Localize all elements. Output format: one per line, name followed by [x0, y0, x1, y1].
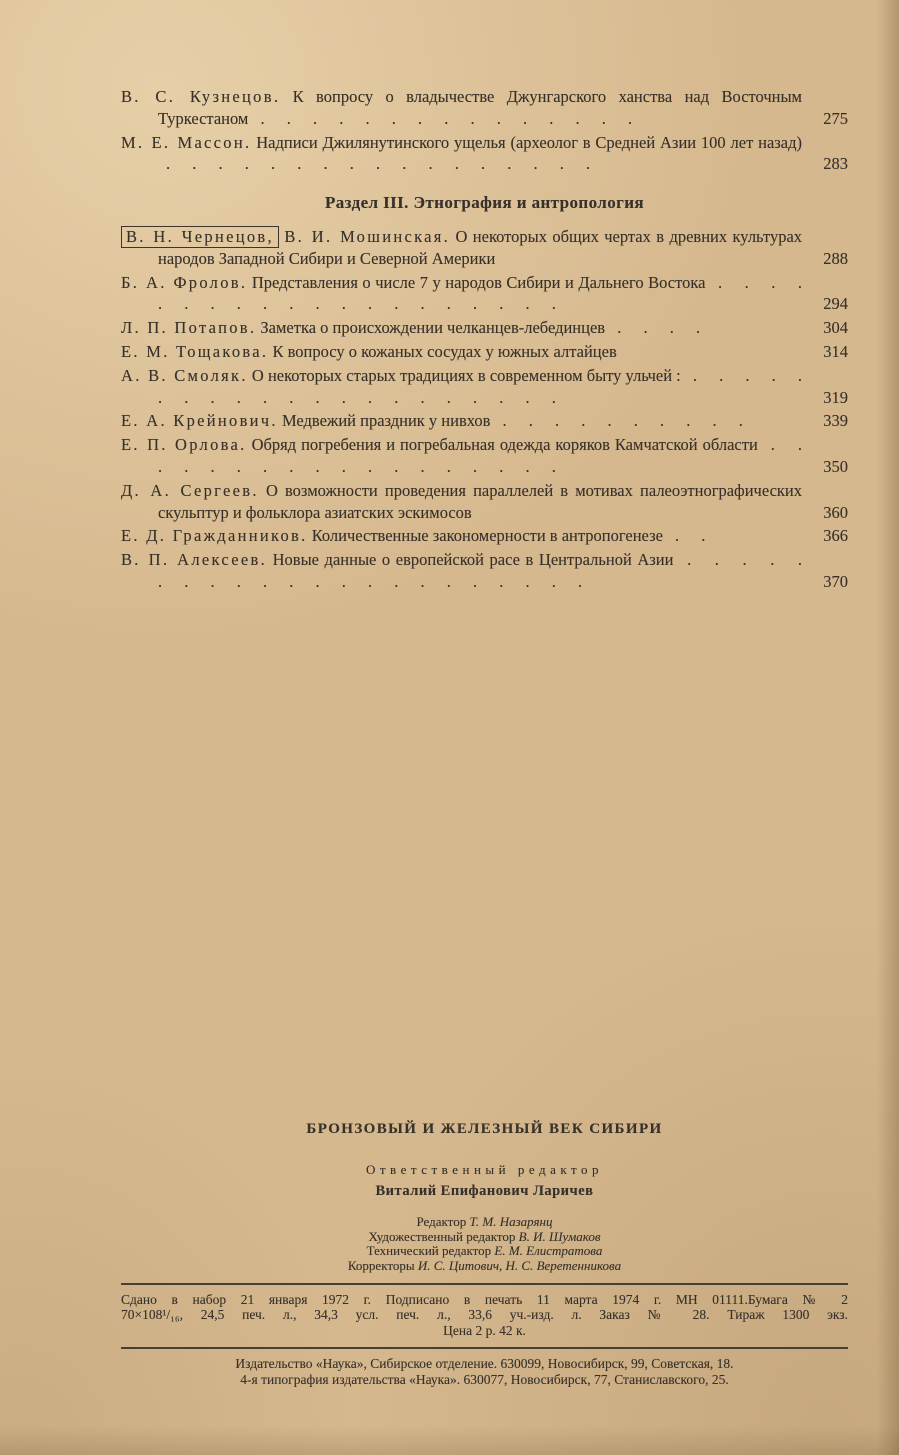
- toc-title: Медвежий праздник у нивхов: [281, 411, 491, 431]
- dot-leader: . . . . . . . . . . . . . . .: [260, 108, 633, 128]
- toc-title: Количественные закономерности в антропогенезе: [311, 526, 663, 546]
- toc-page-number: 314: [823, 341, 848, 361]
- dot-leader: . . . .: [617, 318, 701, 338]
- toc-entry: [121, 434, 848, 478]
- toc-page-number: 360: [823, 502, 848, 522]
- publisher-line: Издательство «Наука», Сибирское отделение. 630099, Новосибирск, 99, Советская, 18.: [235, 1356, 734, 1372]
- toc-entry: [121, 226, 848, 270]
- table-of-contents: [121, 86, 848, 595]
- responsible-editor-name: Виталий Епифанович Ларичев: [375, 1183, 594, 1200]
- staff-line: [121, 1259, 848, 1274]
- imprint-line: 70×108¹/₁₆, 24,5 печ. л., 34,3 усл. печ. л., 33,6 уч.-изд. л. Заказ № 28. Тираж 1300 экз.: [121, 1307, 848, 1323]
- toc-entry: [121, 341, 848, 363]
- staff-role: Корректоры: [347, 1258, 415, 1274]
- imprint-block: [121, 1292, 848, 1339]
- section-heading: Раздел III. Этнография и антропология: [324, 193, 644, 213]
- toc-page-number: 294: [823, 294, 848, 314]
- toc-author: В. И. Мошинская.: [284, 226, 451, 246]
- toc-author: М. Е. Массон.: [121, 132, 252, 152]
- dot-leader: . . . . . . . . . .: [502, 411, 743, 431]
- toc-title: К вопросу о кожаных сосудах у южных алтайцев: [272, 341, 617, 361]
- toc-page-number: 283: [823, 154, 848, 174]
- staff-name: И. С. Цитович, Н. С. Веретенникова: [417, 1258, 622, 1274]
- staff-line: [121, 1215, 848, 1230]
- toc-entry: [121, 410, 848, 432]
- toc-author: А. В. Смоляк.: [121, 365, 248, 385]
- toc-title: О возможности проведения параллелей в мотивах палеоэтнографических скульптур и фольклора азиатских эскимосов: [158, 480, 803, 522]
- dot-leader: . . . . . . . . . . . . . . . . . . . . . .: [158, 550, 803, 591]
- staff-role: Технический редактор: [366, 1243, 492, 1259]
- staff-role: Редактор: [416, 1214, 467, 1230]
- toc-title: Представления о числе 7 у народов Сибири и Дальнего Востока: [251, 272, 706, 292]
- colophon: [121, 1120, 848, 1387]
- toc-page-number: 366: [823, 526, 848, 546]
- toc-title: Надписи Джилянутинского ущелья (археолог в Средней Азии 100 лет назад): [256, 132, 803, 152]
- publisher-block: [121, 1356, 848, 1386]
- toc-page-number: 275: [823, 108, 848, 128]
- toc-author: Е. П. Орлова.: [121, 435, 247, 455]
- divider-rule: [121, 1283, 848, 1285]
- toc-entry: [121, 132, 848, 176]
- toc-page-number: 319: [823, 387, 848, 407]
- toc-entry: [121, 365, 848, 409]
- responsible-editor-label: Ответственный редактор: [365, 1161, 604, 1177]
- toc-page-number: 339: [823, 411, 848, 431]
- dot-leader: . . . . . . . . . . . . . . . . . .: [158, 435, 802, 476]
- imprint-line: Сдано в набор 21 января 1972 г. Подписано в печать 11 марта 1974 г. МН 01111.Бумага № 2: [121, 1291, 848, 1307]
- editorial-staff: [121, 1215, 848, 1273]
- staff-line: [121, 1244, 848, 1259]
- book-title: БРОНЗОВЫЙ И ЖЕЛЕЗНЫЙ ВЕК СИБИРИ: [306, 1121, 663, 1137]
- toc-entry: [121, 86, 848, 130]
- toc-entry: [121, 317, 848, 339]
- staff-role: Художественный редактор: [368, 1228, 516, 1244]
- toc-author: В. П. Алексеев.: [121, 550, 268, 570]
- toc-entry: [121, 480, 848, 524]
- toc-author: Д. А. Сергеев.: [121, 480, 259, 500]
- toc-author: В. С. Кузнецов.: [121, 87, 281, 106]
- toc-page-number: 288: [823, 248, 848, 268]
- publisher-line: 4-я типография издательства «Наука». 630077, Новосибирск, 77, Станиславского, 25.: [240, 1371, 729, 1387]
- toc-author: Б. А. Фролов.: [121, 272, 248, 292]
- staff-name: Е. М. Елистратова: [494, 1243, 603, 1259]
- toc-title: О некоторых общих чертах в древних культурах народов Западной Сибири и Северной Америки: [158, 226, 803, 268]
- toc-entry: [121, 525, 848, 547]
- toc-title: Заметка о происхождении челканцев-лебединцев: [260, 318, 606, 338]
- toc-entry: [121, 272, 848, 316]
- staff-name: В. И. Шумаков: [518, 1228, 601, 1244]
- toc-author: Л. П. Потапов.: [121, 318, 257, 338]
- dot-leader: . . . . . . . . . . . . . . . . . . . . .: [158, 365, 803, 407]
- divider-rule: [121, 1347, 848, 1349]
- toc-author-boxed: В. Н. Чернецов,: [121, 226, 279, 248]
- toc-page-number: 350: [823, 456, 848, 476]
- dot-leader: . . . . . . . . . . . . . . . . . . . .: [158, 272, 803, 314]
- toc-author: Е. А. Крейнович.: [121, 411, 278, 431]
- toc-title: К вопросу о владычестве Джунгарского ханства над Восточным Туркестаном: [158, 87, 802, 128]
- staff-line: [121, 1230, 848, 1245]
- dot-leader: . . . . . . . . . . . . . . . . .: [166, 154, 591, 174]
- toc-entry: [121, 549, 848, 593]
- toc-title: О некоторых старых традициях в современном быту ульчей :: [251, 365, 681, 385]
- toc-page-number: 370: [823, 571, 848, 591]
- toc-author: Е. Д. Гражданников.: [121, 526, 308, 546]
- toc-title: Обряд погребения и погребальная одежда коряков Камчатской области: [251, 435, 758, 455]
- toc-page-number: 304: [823, 318, 848, 338]
- toc-author: Е. М. Тощакова.: [121, 341, 269, 361]
- toc-title: Новые данные о европейской расе в Центральной Азии: [272, 550, 674, 570]
- dot-leader: . .: [675, 526, 706, 546]
- imprint-price-line: Цена 2 р. 42 к.: [443, 1322, 526, 1338]
- staff-name: Т. М. Назарянц: [469, 1214, 553, 1230]
